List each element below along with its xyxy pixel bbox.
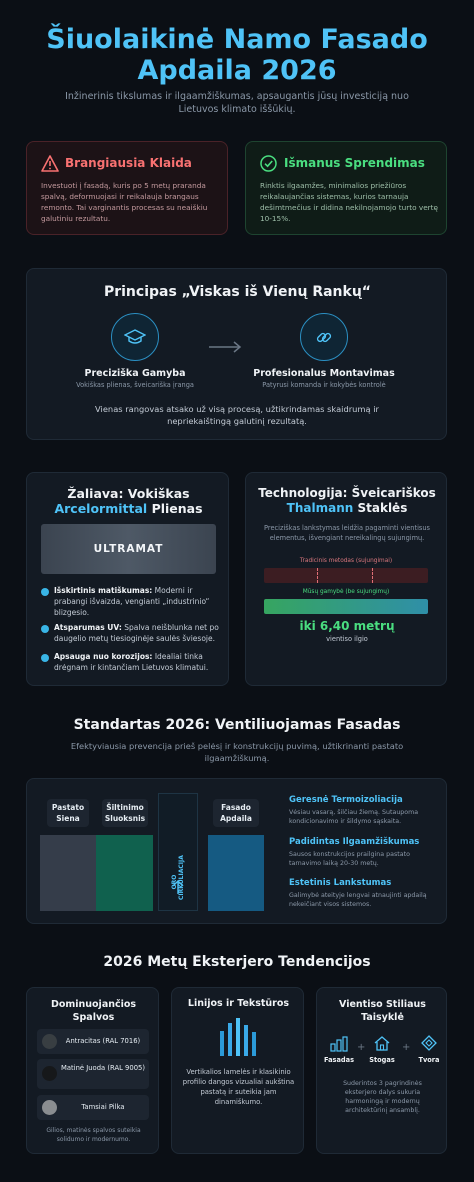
style-card (316, 987, 447, 1154)
technology-title-highlight: Thalmann (286, 501, 354, 515)
style-label-roof: Stogas (369, 1056, 395, 1064)
style-text: Suderintos 3 pagrindinės eksterjero dalys sukuria harmoningą ir modernų architektūrinį ansamblį. (343, 1080, 422, 1114)
benefit-2-text: Sausos konstrukcijos prailgina pastato tarnavimo laiką 20-30 metų. (289, 851, 410, 867)
technology-title (248, 486, 446, 516)
principle-summary: Vienas rangovas atsako už visą procesą, užtikrindamas skaidrumą ir nepriekaištingą galutinį rezultatą. (95, 404, 379, 426)
color-swatch (42, 1066, 57, 1081)
step1-title: Preciziška Gamyba (84, 368, 186, 379)
colors-note: Gilios, matinės spalvos suteikia solidumo ir modernumo. (46, 1127, 141, 1143)
page-subtitle: Inžinerinis tikslumas ir ilgaamžiškumas, apsaugantis jūsų investiciją nuo Lietuvos klimato iššūkių. (65, 91, 409, 115)
principle-card (26, 268, 447, 440)
technology-title-post: Staklės (357, 501, 408, 515)
benefit-2-title: Padidintas Ilgaamžiškumas (289, 837, 420, 847)
warning-triangle-icon (41, 155, 59, 172)
material-title-pre: Žaliava: Vokiškas (67, 486, 190, 501)
bar1-label: Tradicinis metodas (sujungimai) (299, 558, 393, 564)
benefit-3-title: Estetinis Lankstumas (289, 878, 392, 888)
material-title-highlight: Arcelormittal (54, 501, 148, 516)
check-circle-icon (260, 155, 277, 172)
material-item-1-text: Moderni ir prabangi išvaizda, vengianti „industrinio“ blizgesio. (54, 586, 210, 617)
color-swatch (42, 1034, 57, 1049)
result-sub: vientiso ilgio (326, 635, 368, 643)
style-title: Vientiso Stiliaus Taisyklė (339, 999, 426, 1023)
style-label-fence: Tvora (418, 1056, 440, 1064)
material-card (26, 472, 229, 686)
arrow-right-icon (208, 341, 242, 353)
material-item-3 (54, 651, 222, 673)
standard-subtitle: Efektyviausia prevencija prieš pelėsį ir konstrukcijų puvimą, užtikrinanti pastato ilgaamžiškumą. (70, 741, 404, 763)
joint-line (317, 568, 318, 583)
traditional-bar (264, 568, 428, 583)
joint-line (372, 568, 373, 583)
trends-title: 2026 Metų Eksterjero Tendencijos (103, 954, 371, 970)
step2-text: Patyrusi komanda ir kokybės kontrolė (262, 381, 386, 389)
plus-sign: + (402, 1042, 411, 1053)
facade-icon (330, 1036, 348, 1052)
principle-title: Principas „Viskas iš Vienų Rankų“ (103, 284, 372, 300)
technology-text: Preciziškas lankstymas leidžia pagaminti vientisus elementus, išvengiant nereikalingų sujungimų. (264, 524, 430, 542)
warning-card (26, 141, 228, 235)
result-value: iki 6,40 metrų (299, 619, 395, 633)
style-label-facade: Fasadas (323, 1056, 355, 1064)
material-item-2-text: Spalva neišblunka net po daugelio metų tiesioginėje saulės šviesoje. (54, 623, 219, 643)
material-item-2-label: Atsparumas UV: (54, 623, 122, 632)
warning-text: Investuoti į fasadą, kuris po 5 metų praranda spalvą, deformuojasi ir reikalauja brangaus remonto. Tai varginantis procesas su neaiškiu galutiniu rezultatu. (41, 181, 208, 223)
standard-title: Standartas 2026: Ventiliuojamas Fasadas (73, 717, 401, 733)
layer-label-insulation: Šiltinimo Sluoksnis (102, 799, 148, 827)
material-item-3-label: Apsauga nuo korozijos: (54, 652, 153, 661)
ultramat-panel (41, 524, 216, 574)
material-item-3-text: Idealiai tinka drėgnam ir kintančiam Lietuvos klimatui. (54, 652, 209, 672)
color-swatch (42, 1100, 57, 1115)
layer-label-cladding: Fasado Apdaila (213, 799, 259, 827)
solution-text: Rinktis ilgaamžes, minimalios priežiūros reikalaujančias sistemas, kurios tarnauja dešimtmečius ir didina nekilnojamojo turto vertę 10-15%. (260, 181, 439, 223)
facade-diagram-card (26, 778, 447, 924)
layer-cladding (208, 835, 264, 911)
ultramat-brand: ULTRAMAT (93, 543, 164, 555)
graduation-cap-icon (111, 313, 159, 361)
technology-title-pre: Technologija: Šveicariškos (258, 486, 436, 500)
seamless-bar (264, 599, 428, 614)
solution-title: Išmanus Sprendimas (284, 156, 425, 170)
lines-card (171, 987, 304, 1154)
material-item-1-label: Išskirtinis matiškumas: (54, 586, 153, 595)
material-item-1 (54, 585, 222, 618)
layer-label-wall: Pastato Siena (47, 799, 89, 827)
step2-title: Profesionalus Montavimas (253, 368, 395, 379)
check-icon (41, 654, 49, 662)
material-title-post: Plienas (151, 501, 203, 516)
air-circulation-label: ORO CIRKULIACIJA (171, 855, 185, 900)
material-item-2 (54, 622, 222, 644)
step1-text: Vokiškas plienas, šveicariška įranga (76, 381, 194, 389)
color-item-1 (37, 1029, 149, 1054)
layer-wall (40, 835, 96, 911)
plus-sign: + (357, 1042, 366, 1053)
check-icon (41, 588, 49, 596)
fence-icon (421, 1035, 437, 1052)
layer-insulation (96, 835, 153, 911)
color-name: Antracitas (RAL 7016) (65, 1037, 141, 1045)
color-name: Matinė Juoda (RAL 9005) (61, 1064, 145, 1072)
colors-card (26, 987, 159, 1154)
colors-title: Dominuojančios Spalvos (50, 999, 137, 1023)
color-item-3 (37, 1095, 149, 1120)
material-title (31, 486, 226, 516)
check-icon (41, 625, 49, 633)
solution-card (245, 141, 447, 235)
benefit-1-title: Geresnė Termoizoliacija (289, 795, 403, 805)
color-item-2 (37, 1059, 149, 1089)
benefit-3-text: Galimybė ateityje lengvai atnaujinti apdailą nekeičiant visos sistemos. (289, 892, 427, 908)
benefit-1-text: Vėsiau vasarą, šilčiau žiemą. Sutaupoma kondicionavimo ir šildymo sąskaita. (289, 809, 419, 825)
handshake-icon (300, 313, 348, 361)
color-name: Tamsiai Pilka (81, 1103, 125, 1111)
vertical-bars-icon (219, 1017, 257, 1057)
technology-card (245, 472, 447, 686)
lines-text: Vertikalios lamelės ir klasikinio profilio dangos vizualiai aukština pastatą ir suteikia jam dinamiškumo. (182, 1068, 295, 1106)
lines-title: Linijos ir Tekstūros (187, 998, 290, 1009)
page-title: Šiuolaikinė Namo Fasado Apdaila 2026 (46, 24, 428, 86)
arrow-up-icon (171, 879, 185, 895)
house-icon (373, 1035, 391, 1052)
bar2-label: Mūsų gamybė (be sujungimų) (302, 589, 390, 595)
warning-title: Brangiausia Klaida (65, 156, 192, 170)
